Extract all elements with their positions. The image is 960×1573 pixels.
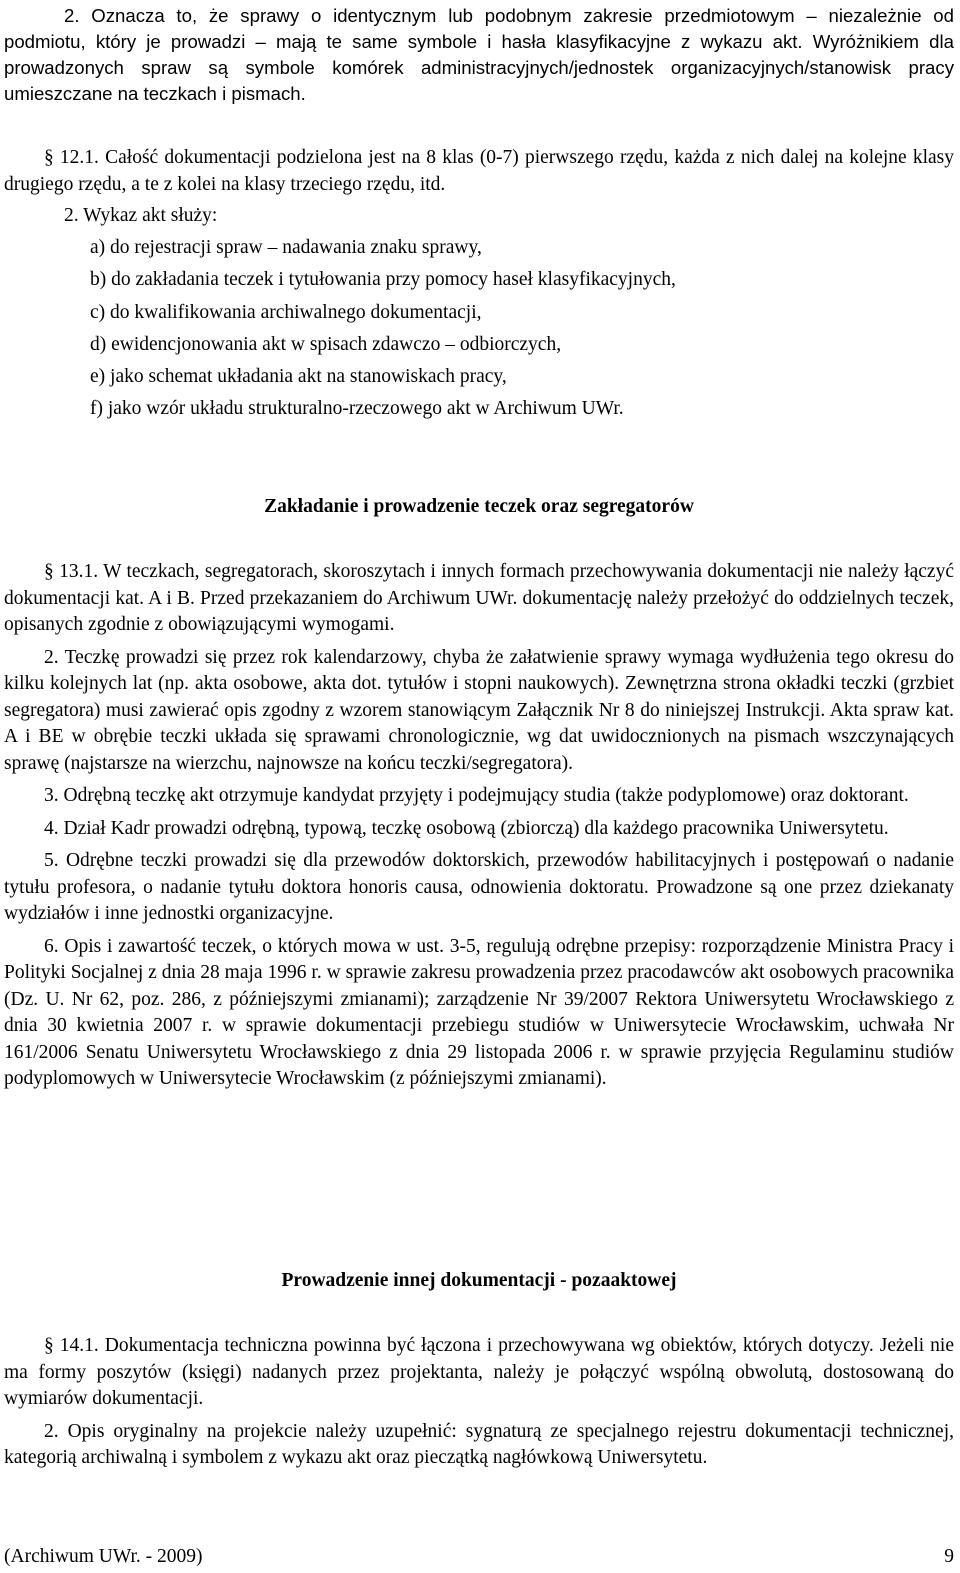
list-item: a) do rejestracji spraw – nadawania znaku sprawy, [90, 237, 482, 258]
section-14-paragraph-1: § 14.1. Dokumentacja techniczna powinna być łączona i przechowywana wg obiektów, których dotyczy. Jeżeli nie ma formy poszytów (księgi) nadanych przez projektanta, należy je połączyć wspólną obwolutą, dostosowaną do wymiarów dokumentacji. [4, 1335, 954, 1409]
section-13-paragraph-1: § 13.1. W teczkach, segregatorach, skoroszytach i innych formach przechowywania dokumentacji nie należy łączyć dokumentacji kat. A i B. Przed przekazaniem do Archiwum UWr. dokumentację należy przełożyć do oddzielnych teczek, opisanych zgodnie z obowiązującymi wymogami. [4, 561, 954, 635]
intro-paragraph: 2. Oznacza to, że sprawy o identycznym lub podobnym zakresie przedmiotowym – niezależnie od podmiotu, który je prowadzi – mają te same symbole i hasła klasyfikacyjne z wykazu akt. Wyróżnikiem dla prowadzonych spraw są symbole komórek administracyjnych/jednostek organizacyjnych/stanowisk pracy umieszczane na teczkach i pismach. [4, 5, 954, 104]
section-13-paragraph-4: 4. Dział Kadr prowadzi odrębną, typową, teczkę osobową (zbiorczą) dla każdego pracownika Uniwersytetu. [44, 817, 889, 839]
usage-list [90, 235, 676, 429]
section-heading-other-documentation: Prowadzenie innej dokumentacji - pozaaktowej [281, 1270, 677, 1291]
footer-source: (Archiwum UWr. - 2009) [4, 1546, 203, 1567]
list-item: b) do zakładania teczek i tytułowania przy pomocy haseł klasyfikacyjnych, [90, 269, 676, 291]
list-item: f) jako wzór układu strukturalno-rzeczowego akt w Archiwum UWr. [90, 398, 624, 420]
list-item: e) jako schemat układania akt na stanowiskach pracy, [90, 366, 507, 388]
section-12-paragraph-2: 2. Wykaz akt służy: [64, 205, 218, 226]
section-13-paragraph-6: 6. Opis i zawartość teczek, o których mowa w ust. 3-5, regulują odrębne przepisy: rozporządzenie Ministra Pracy i Polityki Socjalnej z dnia 28 maja 1996 r. w sprawie zakresu prowadzenia przez pracodawców akt osobowych pracownika (Dz. U. Nr 62, poz. 286, z późniejszymi zmianami); zarządzenie Nr 39/2007 Rektora Uniwersytetu Wrocławskiego z dnia 30 kwietnia 2007 r. w sprawie dokumentacji przebiegu studiów w Uniwersytecie Wrocławskim, uchwała Nr 161/2006 Senatu Uniwersytetu Wrocławskiego z dnia 29 listopada 2006 r. w sprawie przyjęcia Regulaminu studiów podyplomowych w Uniwersytecie Wrocławskim (z późniejszymi zmianami). [4, 935, 954, 1089]
list-item: d) ewidencjonowania akt w spisach zdawczo – odbiorczych, [90, 333, 562, 355]
section-heading-folders: Zakładanie i prowadzenie teczek oraz segregatorów [264, 496, 694, 517]
section-13-paragraph-2: 2. Teczkę prowadzi się przez rok kalendarzowy, chyba że załatwienie sprawy wymaga wydłużenia tego okresu do kilku kolejnych lat (np. akta osobowe, akta dot. tytułów i stopni naukowych). Zewnętrzna strona okładki teczki (grzbiet segregatora) musi zawierać opis zgodny z wzorem stanowiącym Załącznik Nr 8 do niniejszej Instrukcji. Akta spraw kat. A i BE w obrębie teczki układa się sprawami chronologicznie, wg dat uwidocznionych na pismach wszczynających sprawę (najstarsze na wierzchu, najnowsze na końcu teczki/segregatora). [4, 646, 954, 774]
list-item: c) do kwalifikowania archiwalnego dokumentacji, [90, 301, 482, 323]
section-13-paragraph-5: 5. Odrębne teczki prowadzi się dla przewodów doktorskich, przewodów habilitacyjnych i postępowań o nadanie tytułu profesora, o nadanie tytułu doktora honoris causa, odnowienia doktoratu. Prowadzone są one przez dziekanaty wydziałów i inne jednostki organizacyjne. [4, 850, 954, 924]
section-14-paragraph-2: 2. Opis oryginalny na projekcie należy uzupełnić: sygnaturą ze specjalnego rejestru dokumentacji technicznej, kategorią archiwalną i symbolem z wykazu akt oraz pieczątką nagłówkową Uniwersytetu. [4, 1420, 954, 1468]
section-14 [4, 1333, 954, 1472]
section-13-paragraph-3: 3. Odrębną teczkę akt otrzymuje kandydat przyjęty i podejmujący studia (także podyplomowe) oraz doktorant. [44, 785, 909, 806]
page-number: 9 [944, 1546, 954, 1567]
section-12-paragraph-1: § 12.1. Całość dokumentacji podzielona jest na 8 klas (0-7) pierwszego rzędu, każda z nich dalej na kolejne klasy drugiego rzędu, a te z kolei na klasy trzeciego rzędu, itd. [4, 147, 954, 195]
section-13 [4, 559, 954, 1093]
